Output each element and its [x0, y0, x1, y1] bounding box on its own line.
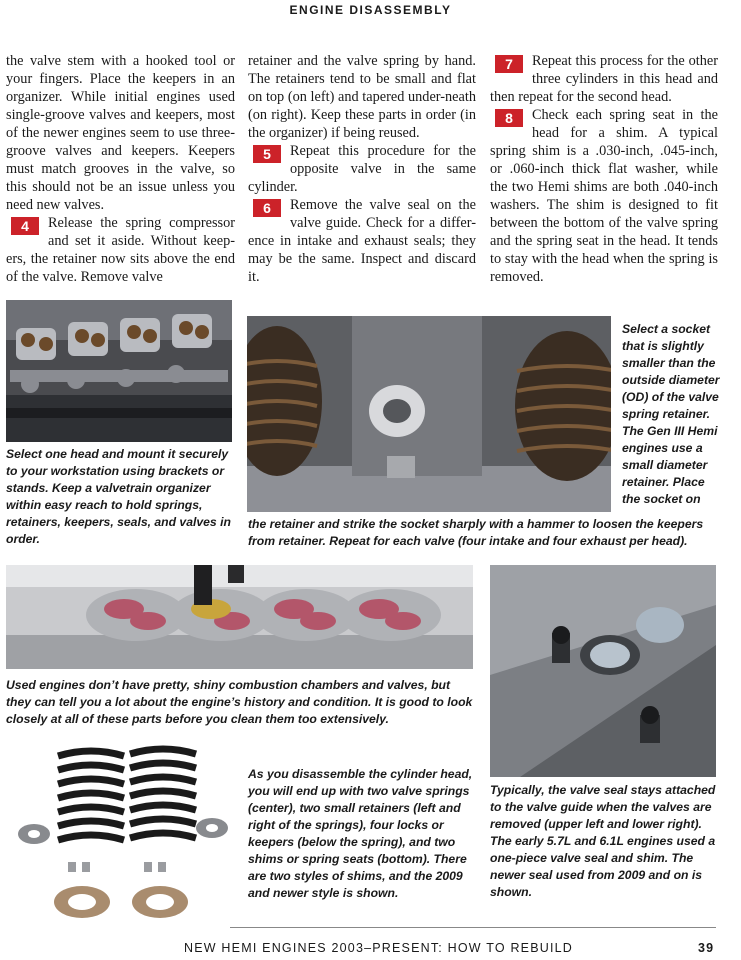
step-4 [6, 214, 235, 286]
step-number-badge: 6 [253, 199, 281, 217]
caption-parts: As you disassemble the cylinder head, you will end up with two valve springs (center), two small retainers (left and right of the springs), four locks or keepers (below the spring), and two shims or spring seats (bottom). There are two styles of shims, and the 2009 and newer style is shown. [248, 767, 473, 900]
step-number-badge: 5 [253, 145, 281, 163]
step-text: Repeat this process for the other three cylinders in this head and then repeat for the second head. [490, 53, 718, 105]
footer-book-title: NEW HEMI ENGINES 2003–PRESENT: HOW TO REBUILD [184, 941, 574, 955]
step-number-badge: 7 [495, 55, 523, 73]
caption-head-mount: Select one head and mount it securely to your workstation using brackets or stands. Keep a valvetrain organizer within easy reach to hold springs, retainers, keepers, seals, and valves in order. [6, 447, 231, 546]
step-text: Remove the valve seal on the valve guide. Check for a differ-ence in intake and exhaust seals; they may be the same. Inspect and discard it. [248, 197, 476, 285]
caption-socket-bottom: the retainer and strike the socket sharply with a hammer to loosen the keepers from retainer. Repeat for each valve (four intake and four exhaust per head). [248, 517, 704, 548]
step-number-badge: 8 [495, 109, 523, 127]
caption-socket-top: Select a socket that is slightly smaller than the outside diameter (OD) of the valve spring retainer. The Gen III Hemi engines use a small diameter retainer. Place the socket on [622, 322, 720, 506]
step-6 [248, 196, 476, 286]
section-header: ENGINE DISASSEMBLY [289, 3, 452, 17]
step-7 [490, 52, 718, 106]
caption-chambers: Used engines don’t have pretty, shiny combustion chambers and valves, but they can tell you a lot about the engine’s history and condition. It is good to look closely at all of these parts before you clean them too extensively. [6, 678, 473, 726]
text-column-1 [6, 52, 235, 286]
step-number-badge: 4 [11, 217, 39, 235]
step-text: Check each spring seat in the head for a shim. A typical spring shim is a .030-inch, .045-inch, or .060-inch thick flat washer, while the two Hemi shims are both .040-inch washers. The shim is designed to fit between the bottom of the valve spring and the spring seat in the head. It tends to stay with the head when the spring is removed. [490, 107, 718, 285]
step-text: Release the spring compressor and set it aside. Without keep-ers, the retainer now sits above the end of the valve. Remove valve [6, 215, 235, 285]
text-column-2 [248, 52, 476, 286]
photo-cylinder-head-mounted [6, 300, 232, 442]
footer-page-number: 39 [698, 941, 715, 955]
caption-valve-seal: Typically, the valve seal stays attached to the valve guide when the valves are removed (upper left and lower right). The early 5.7L and 6.1L engines used a one-piece valve seal and shim. The newer seal used from 2009 and on is shown. [490, 783, 716, 899]
step-text: Repeat this procedure for the opposite valve in the same cylinder. [248, 143, 476, 195]
photo-socket-on-retainer [247, 316, 611, 512]
footer-divider [230, 927, 716, 928]
step-8 [490, 106, 718, 286]
body-paragraph: the valve stem with a hooked tool or your fingers. Place the keepers in an organizer. While initial engines used single-groove valves and keepers, most of the newer engines seem to use three-groove valves and keepers. Keepers must match grooves in the valve, so this should not be an issue unless you need new valves. [6, 53, 235, 213]
photo-valve-seal [490, 565, 716, 777]
step-5 [248, 142, 476, 196]
photo-valve-parts-layout [6, 738, 236, 928]
body-paragraph: retainer and the valve spring by hand. The retainers tend to be small and flat on top (on left) and tapered under-neath (on right). Keep these parts in order (in the organizer) if being reused. [248, 53, 476, 141]
photo-combustion-chambers [6, 565, 473, 669]
text-column-3 [490, 52, 718, 286]
